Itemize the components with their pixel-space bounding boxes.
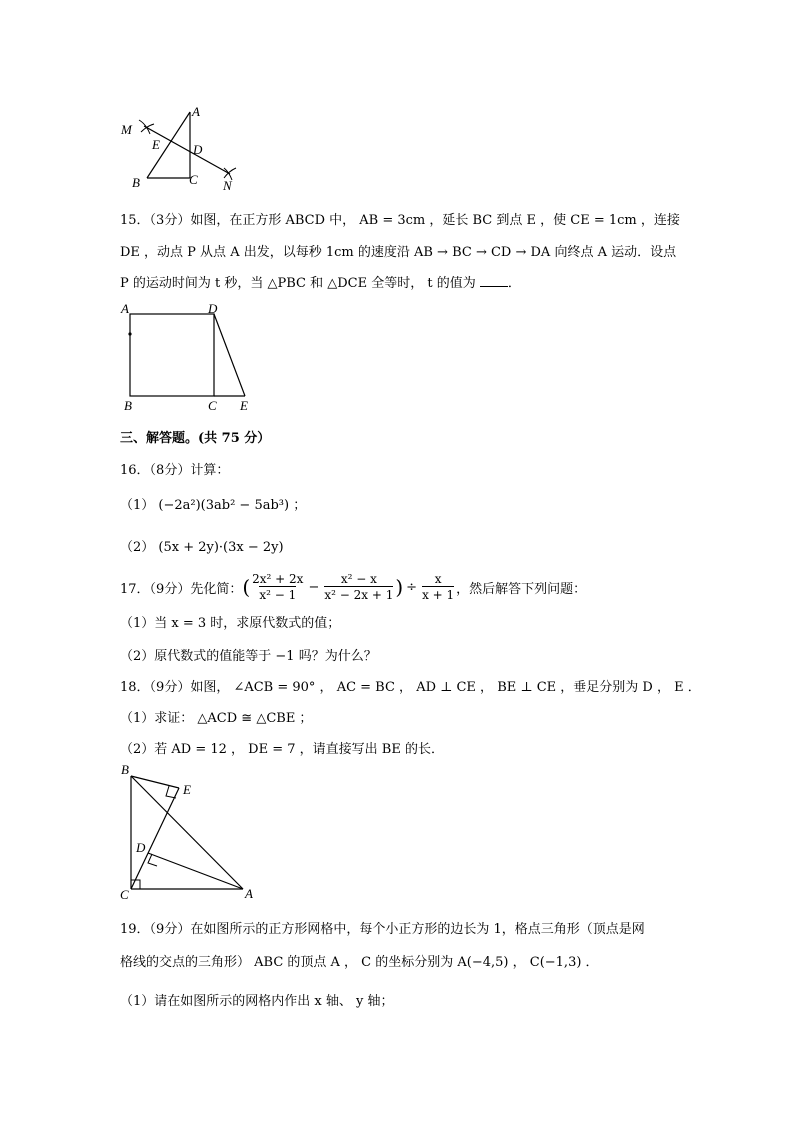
q17-tail: ，然后解答下列问题： xyxy=(456,581,587,597)
label-D: D xyxy=(193,142,203,157)
q19-part1: （1）请在如图所示的网格内作出 x 轴、 y 轴； xyxy=(120,994,394,1009)
label-E: E xyxy=(152,137,160,152)
label-C: C xyxy=(120,887,129,902)
q15-line1: 15．（3分）如图，在正方形 ABCD 中， AB = 3cm ，延长 BC 到点 E ，使 CE = 1cm ，连接 xyxy=(120,213,680,228)
label-N: N xyxy=(223,178,232,193)
frac3-num: x xyxy=(434,572,442,586)
label-B: B xyxy=(132,175,140,190)
q16-intro: 16．（8分）计算： xyxy=(120,463,230,478)
label-B: B xyxy=(124,398,132,413)
q15-line2: DE ，动点 P 从点 A 出发，以每秒 1cm 的速度沿 AB → BC → CD → DA 向终点 A 运动．设点 xyxy=(120,245,677,260)
divide-sign: ÷ xyxy=(406,579,418,595)
label-E: E xyxy=(183,782,191,797)
segment-CE xyxy=(131,788,179,889)
q18-part2: （2）若 AD = 12 ， DE = 7 ，请直接写出 BE 的长． xyxy=(120,742,444,757)
q15-line3-end: ． xyxy=(507,276,521,291)
q19-line1: 19．（9分）在如图所示的正方形网格中，每个小正方形的边长为 1，格点三角形（顶点是网 xyxy=(120,922,645,937)
frac3-den: x + 1 xyxy=(422,588,455,602)
q17-part2: （2）原代数式的值能等于 −1 吗？为什么？ xyxy=(120,649,377,664)
label-B: B xyxy=(121,762,129,777)
frac1-den: x² − 1 xyxy=(259,588,297,602)
label-D: D xyxy=(136,840,146,855)
label-C: C xyxy=(189,172,198,187)
paren-close: ) xyxy=(395,575,404,599)
label-A: A xyxy=(192,104,200,119)
minus-sign: − xyxy=(308,579,320,595)
label-M: M xyxy=(121,122,132,137)
q18-intro: 18．（9分）如图， ∠ACB = 90° ， AC = BC ， AD ⊥ CE ， BE ⊥ CE ，垂足分别为 D ， E ． xyxy=(120,680,701,695)
frac1-num: 2x² + 2x xyxy=(252,572,304,586)
segment-BE xyxy=(131,776,179,788)
paren-open: ( xyxy=(242,575,251,599)
label-E: E xyxy=(240,398,248,413)
q18-part1: （1）求证： △ACD ≅ △CBE ； xyxy=(120,711,313,726)
label-C: C xyxy=(208,398,217,413)
segment-AD xyxy=(148,853,243,889)
label-D: D xyxy=(208,301,218,316)
label-A: A xyxy=(121,301,129,316)
q16-part2: （2） (5x + 2y)·(3x − 2y) xyxy=(120,540,284,555)
label-A: A xyxy=(245,886,253,901)
frac2-den: x² − 2x + 1 xyxy=(324,588,394,602)
q19-line2: 格线的交点的三角形） ABC 的顶点 A ， C 的坐标分别为 A(−4,5) ， C(−1,3) ． xyxy=(120,955,599,970)
q15-line3-text: P 的运动时间为 t 秒，当 △PBC 和 △DCE 全等时， t 的值为 xyxy=(120,276,476,291)
right-angle-C xyxy=(131,880,140,889)
frac2-num: x² − x xyxy=(340,572,377,586)
q16-part1: （1） (−2a²)(3ab² − 5ab³) ； xyxy=(120,498,307,513)
q17-part1: （1）当 x = 3 时，求原代数式的值； xyxy=(120,616,341,631)
section-heading: 三、解答题。(共 75 分） xyxy=(120,431,271,446)
q17-intro: 17．（9分）先化简： xyxy=(120,581,243,597)
